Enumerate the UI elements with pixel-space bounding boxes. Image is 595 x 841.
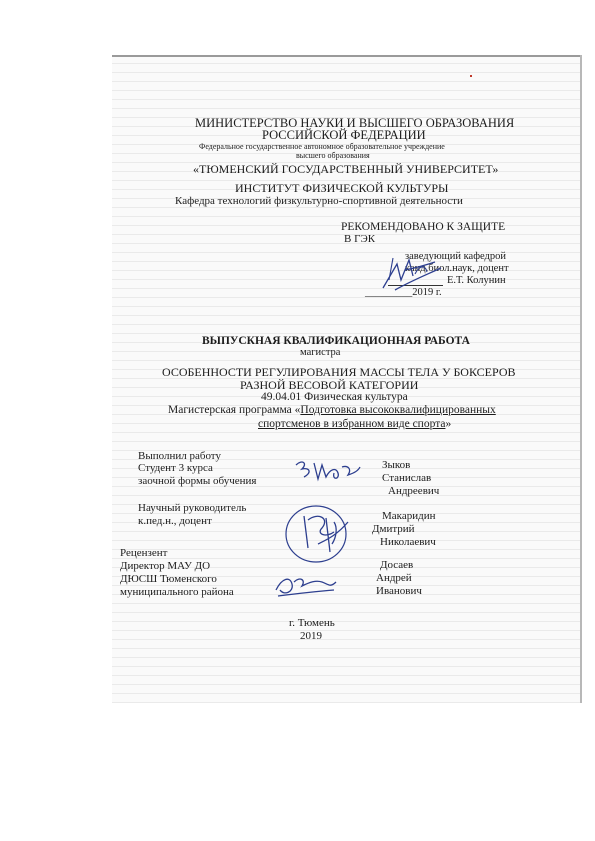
reviewer-patronymic: Иванович xyxy=(376,585,422,597)
program-line-1 xyxy=(168,405,496,417)
federal-line-2: высшего образования xyxy=(296,151,370,160)
work-title-line-2: РАЗНОЙ ВЕСОВОЙ КАТЕГОРИИ xyxy=(240,378,419,392)
supervisor-first-name: Дмитрий xyxy=(372,523,415,535)
scan-speck xyxy=(470,75,472,77)
program-name-part-1: Подготовка высококвалифицированных xyxy=(300,404,496,416)
program-suffix: » xyxy=(445,418,452,430)
page-right-edge xyxy=(580,55,582,703)
head-title: заведующий кафедрой xyxy=(405,251,507,262)
reviewer-signature xyxy=(270,568,340,602)
reviewer-surname: Досаев xyxy=(380,559,414,571)
reviewer-line-2: Директор МАУ ДО xyxy=(120,560,211,572)
page-top-edge xyxy=(112,55,582,57)
supervisor-patronymic: Николаевич xyxy=(380,536,436,548)
federal-line-1: Федеральное государственное автономное образовательное учреждение xyxy=(199,142,445,151)
year: 2019 xyxy=(300,630,322,642)
reviewer-line-1: Рецензент xyxy=(120,547,168,559)
gek-label: В ГЭК xyxy=(344,233,376,245)
supervisor-line-2: к.пед.н., доцент xyxy=(138,515,212,527)
program-prefix: Магистерская программа « xyxy=(168,404,301,416)
city: г. Тюмень xyxy=(289,617,335,629)
work-type: ВЫПУСКНАЯ КВАЛИФИКАЦИОННАЯ РАБОТА xyxy=(202,335,470,347)
student-surname: Зыков xyxy=(382,459,411,471)
head-signature xyxy=(375,250,445,295)
work-level: магистра xyxy=(300,347,341,358)
reviewer-line-4: муниципального района xyxy=(120,586,234,598)
student-signature xyxy=(292,455,362,485)
ministry-line-1: МИНИСТЕРСТВО НАУКИ И ВЫСШЕГО ОБРАЗОВАНИЯ xyxy=(195,116,515,130)
student-patronymic: Андреевич xyxy=(388,485,440,497)
program-code: 49.04.01 Физическая культура xyxy=(261,391,408,403)
reviewer-line-3: ДЮСШ Тюменского xyxy=(120,573,217,585)
recommended-label: РЕКОМЕНДОВАНО К ЗАЩИТЕ xyxy=(341,221,506,233)
supervisor-signature xyxy=(278,498,358,568)
ministry-line-2: РОССИЙСКОЙ ФЕДЕРАЦИИ xyxy=(262,128,426,142)
student-line-1: Выполнил работу xyxy=(138,450,221,462)
program-line-2 xyxy=(258,419,451,431)
student-line-2: Студент 3 курса xyxy=(138,462,213,474)
program-name-part-2: спортсменов в избранном виде спорта xyxy=(258,418,446,430)
university-name: «ТЮМЕНСКИЙ ГОСУДАРСТВЕННЫЙ УНИВЕРСИТЕТ» xyxy=(193,162,499,176)
supervisor-surname: Макаридин xyxy=(382,510,436,522)
department-name: Кафедра технологий физкультурно-спортивной деятельности xyxy=(175,195,463,207)
institute-name: ИНСТИТУТ ФИЗИЧЕСКОЙ КУЛЬТУРЫ xyxy=(235,181,449,195)
student-first-name: Станислав xyxy=(382,472,432,484)
supervisor-line-1: Научный руководитель xyxy=(138,502,247,514)
approval-date: _________2019 г. xyxy=(365,287,442,298)
reviewer-first-name: Андрей xyxy=(376,572,412,584)
work-title-line-1: ОСОБЕННОСТИ РЕГУЛИРОВАНИЯ МАССЫ ТЕЛА У БОКСЕРОВ xyxy=(162,365,516,379)
head-name: Е.Т. Колунин xyxy=(447,275,506,286)
student-line-3: заочной формы обучения xyxy=(138,475,257,487)
head-degree: канд.биол.наук, доцент xyxy=(405,263,509,274)
